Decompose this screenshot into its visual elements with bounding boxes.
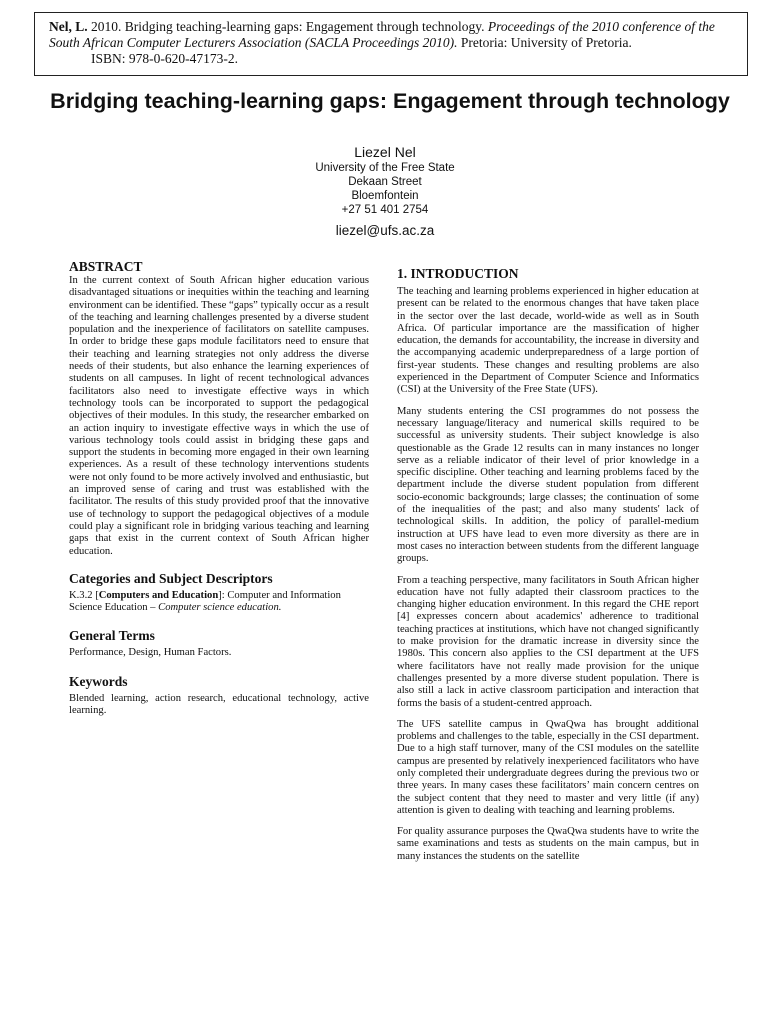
keywords-text: Blended learning, action research, educational technology, active learning.	[69, 692, 369, 717]
categories-bold: Computers and Education	[98, 589, 219, 601]
author-name: Liezel Nel	[354, 144, 416, 160]
citation-line	[49, 19, 737, 51]
citation-title: 2010. Bridging teaching-learning gaps: Engagement through technology.	[87, 19, 488, 34]
paper-title: Bridging teaching-learning gaps: Engagement through technology	[50, 89, 730, 113]
categories-code: K.3.2 [	[69, 589, 99, 601]
citation-proceedings: Proceedings of the 2010 conference of the South African Computer Lecturers Association (SACLA Proceedings 2010).	[49, 19, 715, 50]
general-terms-text: Performance, Design, Human Factors.	[69, 647, 232, 659]
categories-rest: ]: Computer and Information Science Education –	[69, 589, 341, 614]
categories-italic: Computer science education.	[158, 602, 282, 614]
citation-publisher: Pretoria: University of Pretoria.	[457, 35, 632, 50]
introduction-paragraph: Many students entering the CSI programmes do not possess the necessary language/literacy and numerical skills required to be successful as university students. Their subject knowledge is also questionable as the Grade 12 results can in many instances no longer serve as a reliable indicator of their level of prior knowledge in a specific discipline. Other teaching and learning problems faced by the department include the diverse student population from different socio-economic backgrounds; large classes; the continuation of some of the inequalities of the past; and also many students' lack of technological skills. In addition, the policy of parallel-medium instruction at UFS have lead to even more diversity as there are in most cases no interaction between students from the different language groups.	[397, 405, 699, 565]
author-affiliation-line: Dekaan Street	[348, 176, 422, 188]
author-block	[200, 143, 570, 240]
abstract-text: In the current context of South African higher education various disadvantaged situations or inequities within the teaching and learning environment can be identified. These “gaps” typically occur as a result of the teaching and learning challenges presented by a diverse student population and the inexperience of facilitators on satellite campuses. In order to bridge these gaps module facilitators need to ensure that their teaching and learning strategies not only address the diverse needs of their students, but also enhance the learning experiences of students on all campuses. In light of recent technological advances facilitators also need to investigate effective ways in which technology tools can be incorporated to support the pedagogical objectives of their modules. In this study, the researcher embarked on an action inquiry to investigate effective ways in which the use of various technology tools could assist in bridging these gaps and support the students in becoming more engaged in their own learning experiences. As a result of these technology interventions students were not only found to be more actively involved and enthusiastic, but an improved sense of caring and trust was established with the facilitator. The results of this study provided proof that the innovative use of technology to support the pedagogical objectives of a module could play a significant role in bridging various teaching and learning gaps that exist in the current context of South African higher education.	[69, 275, 369, 557]
introduction-paragraph: For quality assurance purposes the QwaQwa students have to write the same examinations and tests as students on the main campus, but in many instances the students on the satellite	[397, 826, 699, 862]
citation-isbn: ISBN: 978-0-620-47173-2.	[91, 51, 238, 66]
author-affiliation-line: Bloemfontein	[351, 190, 419, 202]
introduction-paragraph: From a teaching perspective, many facilitators in South African higher education have not fully adapted their classroom practices to the changing higher education environment. In this regard the CHE report [4] expresses concern about academics' adherence to traditional teaching practices at institutions, which have not changed significantly to make provision for the dramatic increase in diversity since the 1980s. This concern also applies to the CSI department at the UFS where facilitators have not really made provision for the unique challenges presented by a more diverse student population. There is also still a lack in active classroom participation and interaction that forms the basis of a student-centred approach.	[397, 574, 699, 709]
citation-box	[34, 12, 748, 76]
author-phone: +27 51 401 2754	[341, 204, 429, 216]
citation-author: Nel, L.	[49, 19, 88, 34]
right-column	[397, 266, 699, 872]
author-email: liezel@ufs.ac.za	[335, 223, 435, 238]
introduction-heading: 1. INTRODUCTION	[397, 266, 519, 281]
author-affiliation-line: University of the Free State	[315, 162, 455, 174]
categories-heading: Categories and Subject Descriptors	[69, 570, 273, 586]
left-column	[69, 259, 369, 717]
introduction-paragraph: The UFS satellite campus in QwaQwa has brought additional problems and challenges to the table, especially in the CSI department. Due to a high staff turnover, many of the CSI modules on the satellite campus are presented by relatively inexperienced facilitators who have only completed their undergraduate degrees during the previous two or three years. In many cases these facilitators’ main concern centres on the subject content that they need to master and very little (if any) attention is given to dealing with teaching and learning problems.	[397, 718, 699, 816]
keywords-heading: Keywords	[69, 673, 128, 689]
abstract-heading: ABSTRACT	[69, 259, 143, 274]
general-terms-heading: General Terms	[69, 628, 155, 644]
introduction-paragraph: The teaching and learning problems experienced in higher education at present can be related to the enormous changes that have taken place in the sector over the last decade, world-wide as well as in South Africa. Of particular importance are the massification of higher education, the demands for accountability, the increase in diversity and the accompanying academic underpreparedness of a large portion of first-year students. These changes and resulting problems are also experienced in the Department of Computer Science and Informatics (CSI) at the University of the Free State (UFS).	[397, 286, 699, 396]
categories-text	[69, 590, 369, 615]
